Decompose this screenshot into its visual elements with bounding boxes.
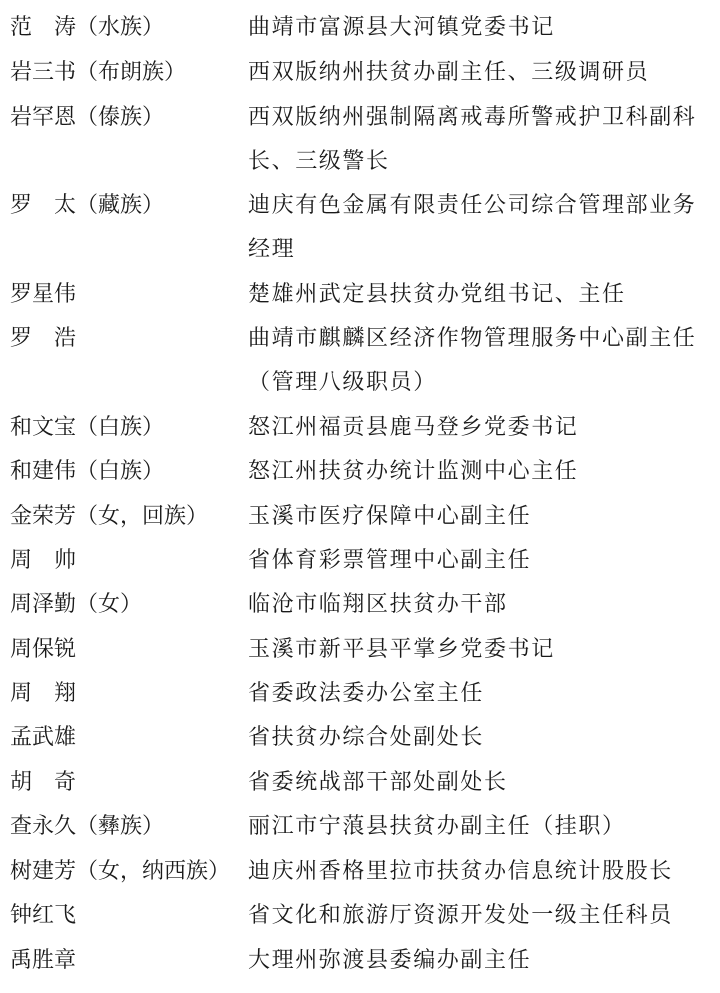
person-title: 楚雄州武定县扶贫办党组书记、主任 <box>248 282 626 307</box>
person-name: 罗 太（藏族） <box>10 193 165 218</box>
person-title: 迪庆有色金属有限责任公司综合管理部业务经理 <box>248 193 697 262</box>
person-title: 迪庆州香格里拉市扶贫办信息统计股股长 <box>248 859 673 884</box>
person-name: 岩罕恩（傣族） <box>10 105 165 130</box>
person-name: 岩三书（布朗族） <box>10 60 187 85</box>
person-name: 周 翔 <box>10 681 77 706</box>
person-name: 禹胜章 <box>10 948 77 973</box>
person-name: 胡 奇 <box>10 770 77 795</box>
person-title: 怒江州扶贫办统计监测中心主任 <box>248 459 579 484</box>
person-name: 罗星伟 <box>10 282 77 307</box>
person-title: 丽江市宁蒗县扶贫办副主任（挂职） <box>248 814 626 839</box>
person-name: 树建芳（女，纳西族） <box>10 859 231 884</box>
person-title: 省文化和旅游厅资源开发处一级主任科员 <box>248 903 673 928</box>
person-name: 和文宝（白族） <box>10 415 165 440</box>
person-title: 大理州弥渡县委编办副主任 <box>248 948 532 973</box>
person-title: 省委统战部干部处副处长 <box>248 770 508 795</box>
person-title: 临沧市临翔区扶贫办干部 <box>248 592 508 617</box>
person-title: 省体育彩票管理中心副主任 <box>248 548 532 573</box>
person-title: 曲靖市麒麟区经济作物管理服务中心副主任（管理八级职员） <box>248 326 697 395</box>
person-title: 西双版纳州扶贫办副主任、三级调研员 <box>248 60 650 85</box>
person-title: 省扶贫办综合处副处长 <box>248 725 485 750</box>
person-name: 金荣芳（女，回族） <box>10 504 209 529</box>
person-title: 玉溪市医疗保障中心副主任 <box>248 504 532 529</box>
person-title: 玉溪市新平县平掌乡党委书记 <box>248 637 555 662</box>
person-name: 罗 浩 <box>10 326 77 351</box>
person-name: 周泽勤（女） <box>10 592 143 617</box>
person-title: 曲靖市富源县大河镇党委书记 <box>248 15 555 40</box>
person-name: 范 涛（水族） <box>10 15 165 40</box>
person-title: 怒江州福贡县鹿马登乡党委书记 <box>248 415 579 440</box>
person-name: 查永久（彝族） <box>10 814 165 839</box>
person-name: 周 帅 <box>10 548 77 573</box>
person-title: 西双版纳州强制隔离戒毒所警戒护卫科副科长、三级警长 <box>248 105 697 174</box>
person-name: 周保锐 <box>10 637 77 662</box>
person-name: 钟红飞 <box>10 903 77 928</box>
person-name: 孟武雄 <box>10 725 77 750</box>
person-title: 省委政法委办公室主任 <box>248 681 485 706</box>
person-name: 和建伟（白族） <box>10 459 165 484</box>
